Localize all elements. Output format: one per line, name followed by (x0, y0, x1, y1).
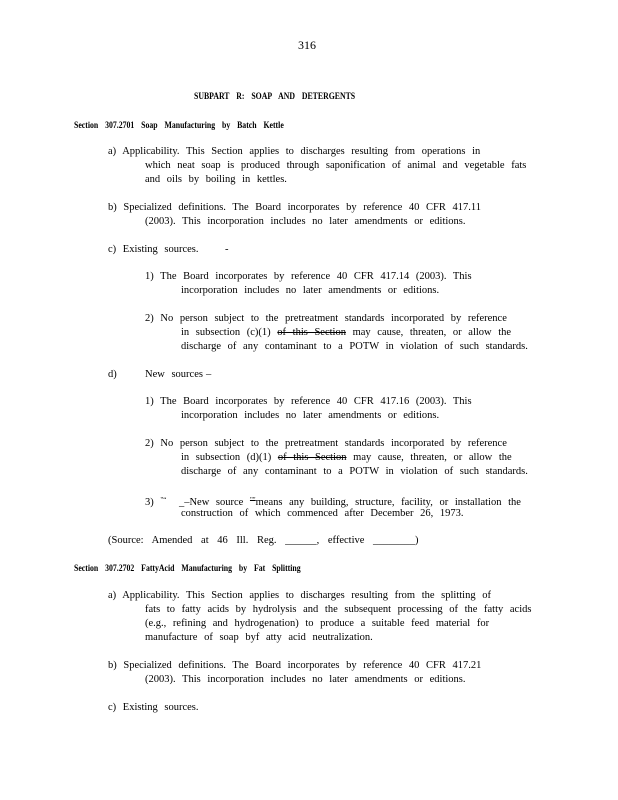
subpart-heading: SUBPART R: SOAP AND DETERGENTS (194, 92, 356, 102)
section-2702-heading: Section 307.2702 FattyAcid Manufacturing by Fat Splitting (74, 564, 301, 574)
s2701-d2-strikethrough: of this Section (277, 452, 347, 463)
s2701-c2-line2-pre: in subsection (c)(1) (181, 327, 271, 338)
s2701-d3-mark2: _– (178, 497, 190, 508)
s2701-source-note: (Source: Amended at 46 Ill. Reg. ______, effective ________) (108, 535, 419, 546)
s2701-d-label: d) (108, 369, 117, 380)
s2701-b-line2: (2003). This incorporation includes no later amendments or editions. (145, 216, 466, 227)
s2702-b-line1: b) Specialized definitions. The Board incorporates by reference 40 CFR 417.21 (108, 660, 482, 671)
s2701-d2-line2-post: may cause, threaten, or allow the (353, 452, 512, 463)
s2702-c-heading: c) Existing sources. (108, 702, 199, 713)
s2702-a-line4: manufacture of soap byf atty acid neutralization. (145, 632, 373, 643)
s2701-d3-text2: means any building, structure, facility, or installation the (255, 497, 521, 508)
s2701-a-line3: and oils by boiling in kettles. (145, 174, 287, 185)
s2701-d3-line2: construction of which commenced after December 26, 1973. (181, 508, 464, 519)
s2702-a-line1: a) Applicability. This Section applies to discharges resulting from the splitting of (108, 590, 491, 601)
s2701-d3-num: 3) (145, 497, 154, 508)
section-2701-heading: Section 307.2701 Soap Manufacturing by Batch Kettle (74, 121, 284, 131)
s2701-c2-line2 (181, 326, 511, 340)
s2701-b-line1: b) Specialized definitions. The Board incorporates by reference 40 CFR 417.11 (108, 202, 481, 213)
page-number: 316 (298, 38, 316, 52)
s2701-c2-line1: 2) No person subject to the pretreatment standards incorporated by reference (145, 313, 507, 324)
s2701-a-line2: which neat soap is produced through saponification of animal and vegetable fats (145, 160, 527, 171)
s2701-c1-line2: incorporation includes no later amendments or editions. (181, 285, 440, 296)
s2701-d-heading: New sources (145, 369, 203, 380)
s2701-c2-line3: discharge of any contaminant to a POTW in violation of such standards. (181, 341, 528, 352)
s2702-b-line2: (2003). This incorporation includes no later amendments or editions. (145, 674, 466, 685)
s2701-d1-line2: incorporation includes no later amendments or editions. (181, 410, 440, 421)
s2701-d2-line1: 2) No person subject to the pretreatment standards incorporated by reference (145, 438, 507, 449)
s2701-c1-line1: 1) The Board incorporates by reference 40 CFR 417.14 (2003). This (145, 271, 472, 282)
s2701-c-dash: - (225, 244, 229, 255)
s2701-c2-strikethrough: of this Section (277, 327, 346, 338)
s2701-d3-text1: New source (189, 497, 244, 508)
s2701-d2-line2 (181, 451, 512, 465)
s2701-a-line1: a) Applicability. This Section applies to discharges resulting from operations in (108, 146, 481, 157)
s2702-a-line2: fats to fatty acids by hydrolysis and the subsequent processing of the fatty acids (145, 604, 532, 615)
s2701-c-heading: c) Existing sources. (108, 244, 199, 255)
s2701-d3-mark3: "" (249, 496, 256, 504)
s2701-d2-line2-pre: in subsection (d)(1) (181, 452, 272, 463)
s2701-d1-line1: 1) The Board incorporates by reference 40 CFR 417.16 (2003). This (145, 396, 472, 407)
s2701-c2-line2-post: may cause, threaten, or allow the (352, 327, 512, 338)
s2702-a-line3: (e.g., refining and hydrogenation) to produce a suitable feed material for (145, 618, 490, 629)
s2701-d-dash: – (206, 369, 212, 380)
s2701-d3-mark1: "“ (160, 496, 167, 504)
s2701-d2-line3: discharge of any contaminant to a POTW in violation of such standards. (181, 466, 528, 477)
